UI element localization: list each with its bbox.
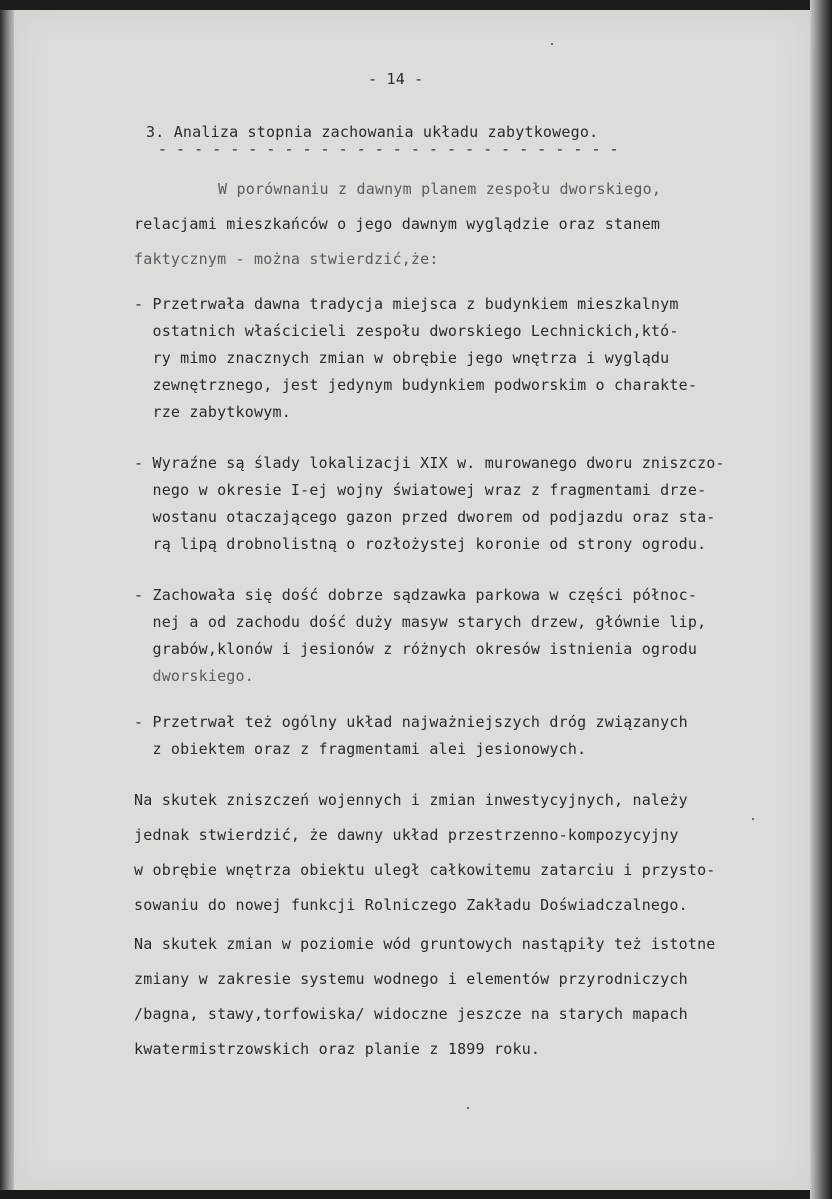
bullet-line: dworskiego. [134, 667, 254, 685]
bullet-line: zewnętrznego, jest jedynym budynkiem podworskim o charakte- [134, 376, 698, 394]
paragraph-line: Na skutek zniszczeń wojennych i zmian inwestycyjnych, należy [134, 791, 688, 809]
bullet-line: - Przetrwała dawna tradycja miejsca z budynkiem mieszkalnym [134, 295, 679, 313]
bullet-line: ry mimo znacznych zmian w obrębie jego wnętrza i wyglądu [134, 349, 670, 367]
intro-line: faktycznym - można stwierdzić,że: [134, 250, 439, 268]
paragraph-line: sowaniu do nowej funkcji Rolniczego Zakładu Doświadczalnego. [134, 896, 688, 914]
bullet-line: - Wyraźne są ślady lokalizacji XIX w. murowanego dworu zniszczo- [134, 454, 725, 472]
intro-line: W porównaniu z dawnym planem zespołu dworskiego, [218, 180, 662, 198]
bullet-line: wostanu otaczającego gazon przed dworem od podjazdu oraz sta- [134, 508, 716, 526]
scan-left-border [0, 10, 14, 1190]
scan-speck [551, 43, 553, 45]
paragraph-line: w obrębie wnętrza obiektu uległ całkowitemu zatarciu i przysto- [134, 861, 716, 879]
scan-top-border [0, 0, 832, 10]
scan-speck [467, 1107, 469, 1109]
paragraph-line: jednak stwierdzić, że dawny układ przestrzenno-kompozycyjny [134, 826, 679, 844]
section-heading: 3. Analiza stopnia zachowania układu zabytkowego. [146, 123, 599, 141]
bullet-line: nej a od zachodu dość duży masyw starych drzew, głównie lip, [134, 613, 707, 631]
paragraph-line: Na skutek zmian w poziomie wód gruntowych nastąpiły też istotne [134, 935, 716, 953]
bullet-line: ostatnich właścicieli zespołu dworskiego Lechnickich,któ- [134, 322, 679, 340]
paragraph-line: kwatermistrzowskich oraz planie z 1899 roku. [134, 1040, 541, 1058]
bullet-line: rą lipą drobnolistną o rozłożystej koronie od strony ogrodu. [134, 535, 707, 553]
heading-underline: - - - - - - - - - - - - - - - - - - - - - - - - - - [158, 140, 619, 158]
intro-line: relacjami mieszkańców o jego dawnym wyglądzie oraz stanem [134, 215, 661, 233]
page-number: - 14 - [368, 70, 424, 88]
bullet-line: grabów,klonów i jesionów z różnych okresów istnienia ogrodu [134, 640, 698, 658]
bullet-line: rze zabytkowym. [134, 403, 291, 421]
scan-right-border [810, 0, 832, 1199]
paragraph-line: zmiany w zakresie systemu wodnego i elementów przyrodniczych [134, 970, 688, 988]
bullet-line: - Przetrwał też ogólny układ najważniejszych dróg związanych [134, 713, 688, 731]
paragraph-line: /bagna, stawy,torfowiska/ widoczne jeszcze na starych mapach [134, 1005, 688, 1023]
bullet-line: nego w okresie I-ej wojny światowej wraz z fragmentami drze- [134, 481, 707, 499]
bullet-line: - Zachowała się dość dobrze sądzawka parkowa w części północ- [134, 586, 698, 604]
bullet-line: z obiektem oraz z fragmentami alei jesionowych. [134, 740, 587, 758]
scan-speck [752, 818, 754, 820]
